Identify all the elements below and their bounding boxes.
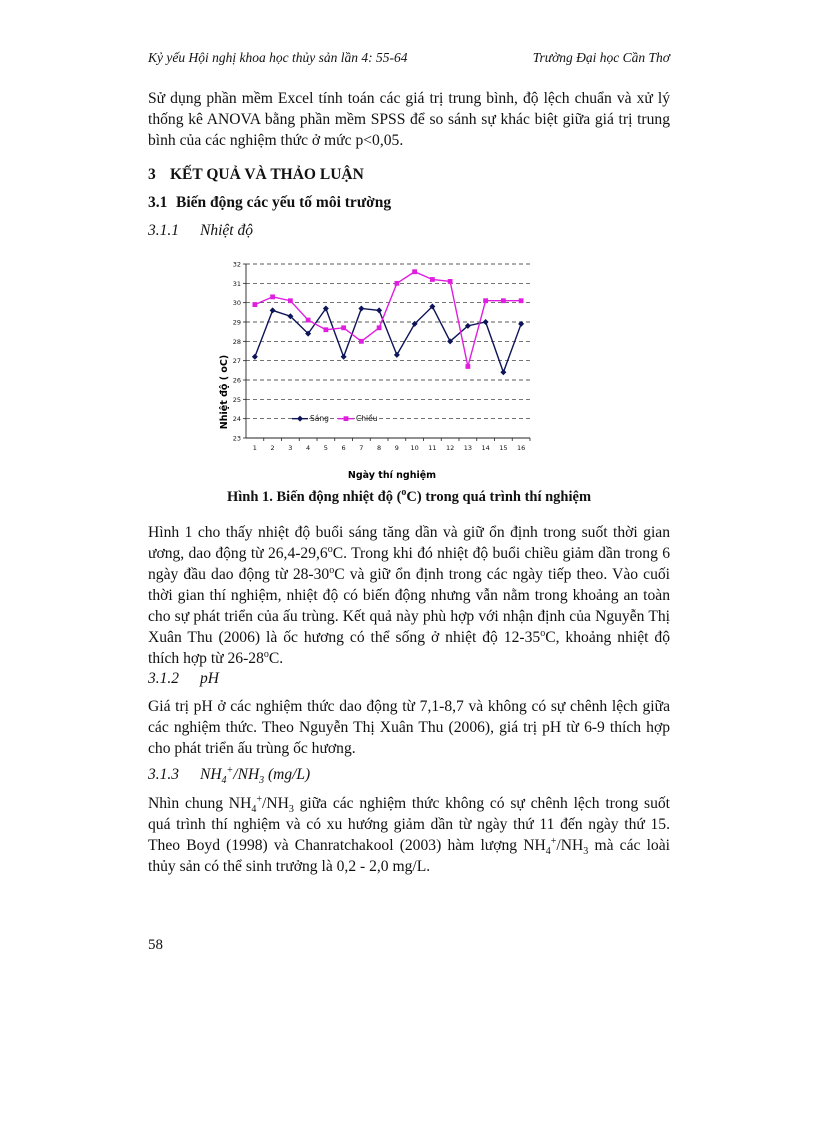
caption-degree-sup: o [401,487,407,499]
data-point-chieu [252,302,257,307]
para4-sub-2: 3 [288,804,294,816]
header-proceedings: Kỷ yếu Hội nghị khoa học thủy sản lần 4: 55-64 [148,50,408,65]
y-tick-label: 30 [232,299,241,308]
data-point-sang [483,319,489,325]
temperature-chart [212,252,542,484]
data-point-chieu [465,364,470,369]
legend-marker [297,416,303,422]
subsubsection-number: 3.1.2 [148,670,179,687]
data-point-chieu [483,298,488,303]
para4-text-d: /NH [556,837,584,854]
y-tick-label: 32 [232,260,241,269]
section-heading-results [148,166,364,184]
x-axis-label: Ngày thí nghiệm [347,470,437,481]
y-tick-label: 26 [232,376,241,385]
para4-sub-4: 3 [583,846,589,858]
data-point-chieu [323,327,328,332]
x-tick-label: 12 [445,444,455,452]
running-header [148,50,670,66]
subsubsection-number: 3.1.3 [148,766,179,783]
data-point-sang [252,354,258,360]
data-point-sang [270,307,276,313]
x-tick-label: 11 [428,444,437,452]
y-tick-label: 23 [232,434,241,443]
x-tick-label: 4 [306,444,311,452]
y-tick-label: 28 [232,337,241,346]
data-point-chieu [359,339,364,344]
legend-marker [344,416,349,421]
data-point-chieu [412,269,417,274]
x-tick-label: 13 [463,444,473,452]
x-tick-label: 10 [410,444,419,452]
data-point-chieu [306,318,311,323]
para4-sup-3: + [550,835,557,847]
data-point-chieu [270,294,275,299]
y-tick-label: 31 [232,279,241,288]
heading-sub-3: 3 [259,775,265,787]
section-title: KẾT QUẢ VÀ THẢO LUẬN [170,166,364,183]
para2-text-b: C. Trong khi đó nhiệt độ buổi chiều giảm dần trong 6 ngày đầu dao động từ 28-30 [148,545,671,583]
caption-text-start: Hình 1. Biến động nhiệt độ ( [226,489,402,505]
x-tick-label: 8 [377,444,382,452]
x-tick-label: 7 [359,444,364,452]
y-tick-label: 24 [232,415,241,424]
subsubsection-heading-ammonia [148,764,311,787]
subsubsection-title: pH [200,670,219,687]
data-point-sang [500,369,506,375]
para2-sup-2: o [329,564,335,576]
subsubsection-heading-ph [148,670,219,688]
temperature-discussion-paragraph [148,522,670,669]
data-point-chieu [519,298,524,303]
y-axis-label: Nhiệt độ ( oC) [219,354,230,430]
x-tick-label: 15 [499,444,508,452]
y-tick-label: 27 [232,357,241,366]
data-point-sang [376,307,382,313]
x-tick-label: 2 [270,444,275,452]
y-tick-label: 25 [232,395,241,404]
para4-text-c: giữa các nghiệm thức không có sự chênh lệch trong suốt quá trình thí nghiệm và có xu hướng giảm dần từ ngày thứ 11 đến ngày thứ 15. Theo Boyd (1998) và Chanratchakool (2003) hàm lượng NH [148,795,670,854]
data-point-chieu [448,279,453,284]
y-tick-label: 29 [232,318,241,327]
x-tick-label: 1 [252,444,257,452]
heading-sup-plus: + [226,764,234,776]
data-point-sang [358,305,364,311]
subsubsection-title: Nhiệt độ [200,222,253,239]
subsection-heading-environment [148,194,391,212]
section-number: 3 [148,166,156,183]
x-tick-label: 3 [288,444,293,452]
x-tick-label: 16 [516,444,526,452]
para2-text-e: C. [268,650,284,667]
data-point-chieu [341,325,346,330]
figure-caption [148,489,670,506]
para4-sub-3: 4 [545,846,551,858]
para2-sup-4: o [263,648,269,660]
page-number: 58 [148,937,163,953]
data-point-chieu [288,298,293,303]
temperature-chart-svg [212,252,542,484]
data-point-sang [394,352,400,358]
x-tick-label: 14 [481,444,490,452]
heading-sub-4: 4 [221,775,227,787]
para2-text-d: C, khoảng nhiệt độ thích hợp từ 26-28 [148,629,670,667]
heading-nh: NH [200,766,222,783]
para4-sub-1: 4 [251,804,257,816]
legend-label-sang: Sáng [310,414,329,424]
data-point-chieu [430,277,435,282]
x-tick-label: 5 [323,444,328,452]
heading-unit: (mg/L) [264,766,311,783]
legend-label-chieu: Chiều [356,414,378,424]
data-point-chieu [501,298,506,303]
para2-text-a: Hình 1 cho thấy nhiệt độ buổi sáng tăng dần và giữ ổn định trong suốt thời gian ương, dao động từ 26,4-29,6 [148,524,670,562]
x-tick-label: 6 [341,444,346,452]
caption-text-end: C) trong quá trình thí nghiệm [406,489,592,505]
header-university: Trường Đại học Cần Thơ [532,50,670,65]
subsubsection-heading-temperature [148,222,253,240]
para4-text-b: /NH [261,795,289,812]
subsection-title: Biến động các yếu tố môi trường [176,194,392,211]
subsection-number: 3.1 [148,194,168,211]
data-point-chieu [377,325,382,330]
ammonia-discussion-paragraph [148,793,670,877]
series-line-chieu [255,272,521,367]
para2-sup-3: o [540,627,546,639]
para4-text-e: mà các loài thủy sản có thể sinh trưởng là 0,2 - 2,0 mg/L. [148,837,670,875]
para4-sup-1: + [256,793,262,805]
subsubsection-number: 3.1.1 [148,222,179,239]
para2-text-c: C và giữ ổn định trong các ngày tiếp theo. Vào cuối thời gian thí nghiệm, nhiệt độ có biến động nhưng vẫn nằm trong khoảng an toàn cho sự phát triển của ấu trùng. Kết quả này phù hợp với nhận định của Nguyễn Thị Xuân Thu (2006) là ốc hương có thể sống ở nhiệt độ 12-35 [148,566,670,646]
para4-text-a: Nhìn chung NH [148,795,252,812]
x-tick-label: 9 [394,444,399,452]
data-point-sang [341,354,347,360]
methods-paragraph: Sử dụng phần mềm Excel tính toán các giá trị trung bình, độ lệch chuẩn và xử lý thống kê ANOVA bằng phần mềm SPSS để so sánh sự khác biệt giữa giá trị trung bình của các nghiệm thức ở mức p<0,05. [148,90,670,149]
para2-sup-1: o [327,543,333,555]
heading-slash-nh: /NH [233,766,260,783]
data-point-chieu [394,281,399,286]
ph-discussion-paragraph: Giá trị pH ở các nghiệm thức dao động từ 7,1-8,7 và không có sự chênh lệch giữa các nghiệm thức. Theo Nguyễn Thị Xuân Thu (2006), giá trị pH từ 6-9 thích hợp cho phát triển ấu trùng ốc hương. [148,698,670,757]
